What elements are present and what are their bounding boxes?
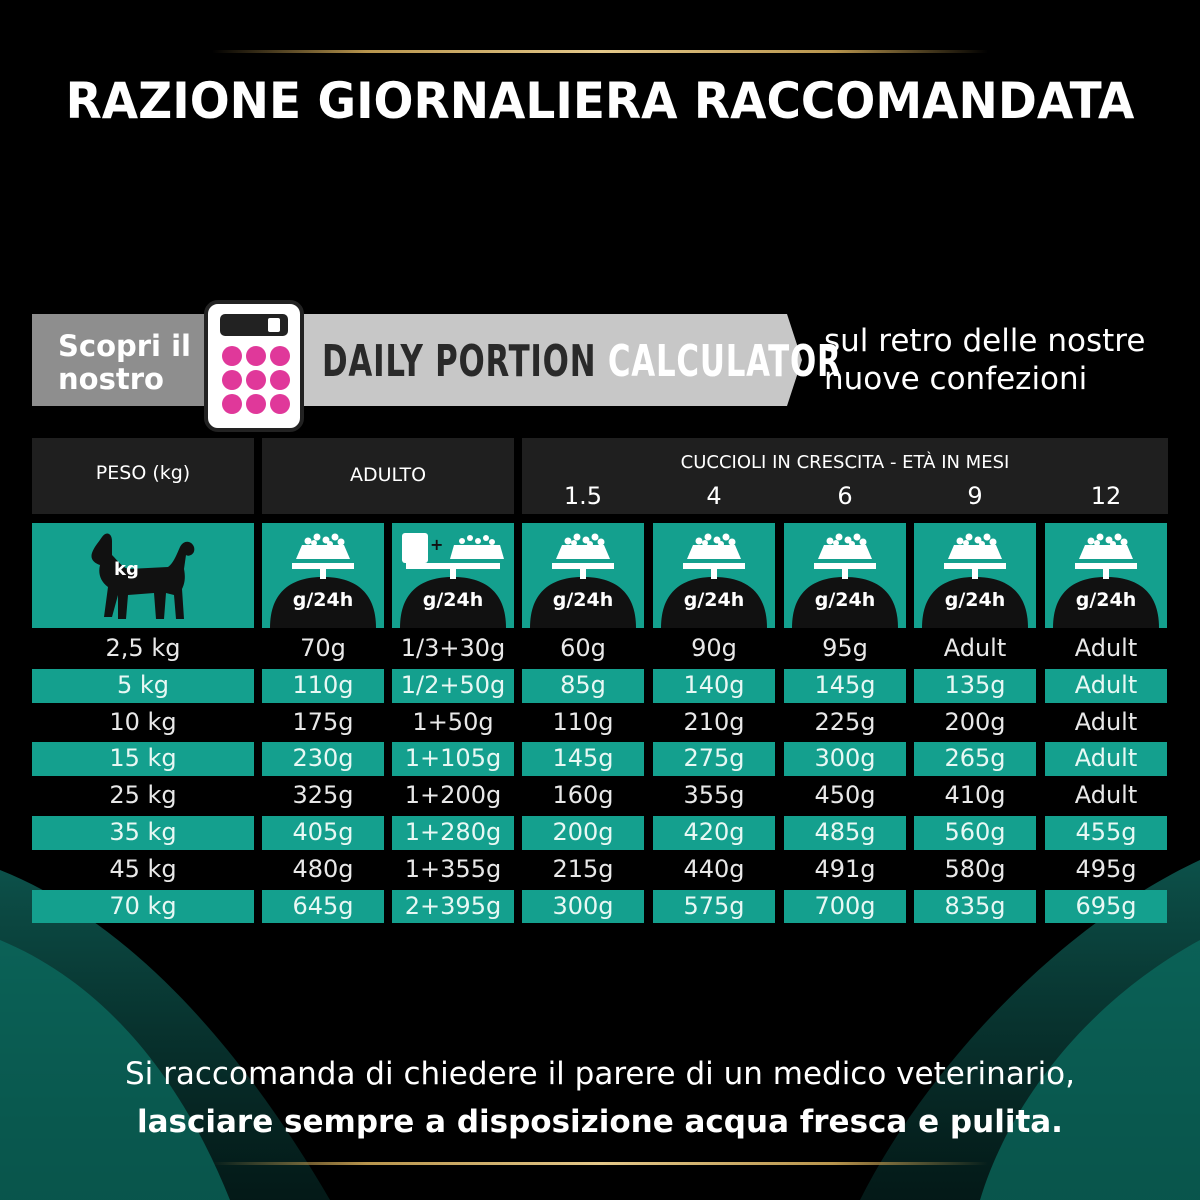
cell-puppy-6: 300g	[814, 744, 876, 773]
cell-puppy-12: 495g	[1075, 854, 1137, 883]
month-4: 4	[706, 482, 722, 510]
scale-icon-box-puppy-6	[784, 523, 906, 628]
cell-puppy-12: Adult	[1074, 670, 1138, 699]
plus-sign: +	[430, 535, 444, 554]
scale-icon-box-puppy-12	[1045, 523, 1167, 628]
scale-icon	[262, 523, 384, 628]
cell-puppy-4: 275g	[683, 744, 745, 773]
cell-puppy-4: 355g	[683, 781, 745, 810]
cell-puppy-6: 145g	[814, 670, 876, 699]
calculator-icon	[202, 298, 306, 434]
grams-per-day-label: g/24h	[814, 589, 876, 611]
dog-icon-box	[32, 523, 254, 628]
dog-icon-kg-label: kg	[114, 559, 139, 580]
header-adult: ADULTO	[349, 464, 427, 486]
scale-icon-box-puppy-1-5	[522, 523, 644, 628]
cell-adult-mixed: 1+105g	[404, 744, 502, 773]
cell-puppy-9: 265g	[944, 744, 1006, 773]
cell-weight: 2,5 kg	[105, 634, 181, 662]
cell-puppy-6: 491g	[814, 854, 876, 883]
cell-adult-dry: 230g	[292, 744, 354, 773]
grams-per-day-label: g/24h	[292, 589, 354, 611]
scale-icon-box-adult-mixed	[392, 523, 514, 628]
dog-icon	[88, 529, 198, 623]
cell-puppy-12: Adult	[1074, 634, 1138, 662]
grams-per-day-label: g/24h	[683, 589, 745, 611]
grams-per-day-label: g/24h	[1075, 589, 1137, 611]
header-weight: PESO (kg)	[95, 462, 191, 484]
scale-icon-box-puppy-9	[914, 523, 1036, 628]
cell-adult-mixed: 1/2+50g	[400, 670, 506, 699]
cell-puppy-9: 410g	[944, 781, 1006, 810]
daily-portion-calculator-label: DAILY PORTION CALCULATOR	[322, 336, 842, 387]
scale-icon	[784, 523, 906, 628]
cell-puppy-4: 210g	[683, 707, 745, 736]
banner-right-text: sul retro delle nostre nuove confezioni	[824, 323, 1146, 397]
cell-adult-mixed: 1+280g	[404, 818, 502, 846]
cell-puppy-12: Adult	[1074, 744, 1138, 773]
cell-puppy-1-5: 110g	[552, 707, 614, 736]
scale-icon-box-adult-dry	[262, 523, 384, 628]
grams-per-day-label: g/24h	[944, 589, 1006, 611]
cell-adult-dry: 110g	[292, 670, 354, 699]
cell-adult-dry: 405g	[292, 818, 354, 846]
cell-weight: 5 kg	[116, 670, 170, 699]
cell-adult-dry: 480g	[292, 854, 354, 883]
cell-puppy-4: 420g	[683, 818, 745, 846]
scale-icon	[1045, 523, 1167, 628]
cell-puppy-1-5: 215g	[552, 854, 614, 883]
cell-adult-dry: 70g	[300, 634, 346, 662]
cell-puppy-6: 225g	[814, 707, 876, 736]
cell-puppy-4: 140g	[683, 670, 745, 699]
cell-puppy-12: Adult	[1074, 781, 1138, 810]
cell-puppy-9: 560g	[944, 818, 1006, 846]
cell-puppy-4: 575g	[683, 891, 745, 920]
month-9: 9	[967, 482, 983, 510]
scale-icon	[522, 523, 644, 628]
scale-icon	[653, 523, 775, 628]
cell-adult-dry: 325g	[292, 781, 354, 810]
cell-weight: 25 kg	[109, 781, 177, 810]
grams-per-day-label: g/24h	[552, 589, 614, 611]
cell-adult-dry: 645g	[292, 891, 354, 920]
month-12: 12	[1090, 482, 1122, 510]
cell-puppy-9: 135g	[944, 670, 1006, 699]
cell-puppy-9: 200g	[944, 707, 1006, 736]
cell-weight: 35 kg	[109, 818, 177, 846]
cell-puppy-12: 695g	[1075, 891, 1137, 920]
cell-puppy-9: Adult	[943, 634, 1007, 662]
top-gold-divider	[212, 50, 988, 53]
cell-puppy-4: 90g	[691, 634, 737, 662]
cell-puppy-1-5: 300g	[552, 891, 614, 920]
cell-puppy-1-5: 145g	[552, 744, 614, 773]
cell-puppy-6: 450g	[814, 781, 876, 810]
cell-weight: 15 kg	[109, 744, 177, 773]
cell-adult-mixed: 1+50g	[412, 707, 494, 736]
cell-puppy-1-5: 160g	[552, 781, 614, 810]
bottom-gold-divider	[212, 1162, 988, 1165]
header-puppies: CUCCIOLI IN CRESCITA - ETÀ IN MESI	[680, 452, 1010, 473]
cell-adult-mixed: 1/3+30g	[400, 634, 506, 662]
cell-puppy-12: Adult	[1074, 707, 1138, 736]
scale-icon-box-puppy-4	[653, 523, 775, 628]
cell-adult-mixed: 1+355g	[404, 854, 502, 883]
banner-discover-text: Scopri il nostro	[58, 329, 191, 396]
cell-puppy-1-5: 200g	[552, 818, 614, 846]
month-6: 6	[837, 482, 853, 510]
cell-puppy-1-5: 85g	[560, 670, 606, 699]
cell-weight: 10 kg	[109, 707, 177, 736]
cell-adult-dry: 175g	[292, 707, 354, 736]
footer-note: Si raccomanda di chiedere il parere di un medico veterinario, lasciare sempre a disposizione acqua fresca e pulita.	[125, 1056, 1075, 1140]
cell-weight: 70 kg	[109, 891, 177, 920]
cell-weight: 45 kg	[109, 854, 177, 883]
cell-adult-mixed: 2+395g	[404, 891, 502, 920]
wet-dry-scale-icon	[392, 523, 514, 628]
cell-puppy-6: 700g	[814, 891, 876, 920]
cell-puppy-1-5: 60g	[560, 634, 606, 662]
cell-puppy-9: 835g	[944, 891, 1006, 920]
cell-puppy-4: 440g	[683, 854, 745, 883]
cell-puppy-6: 485g	[814, 818, 876, 846]
cell-puppy-12: 455g	[1075, 818, 1137, 846]
page-title: RAZIONE GIORNALIERA RACCOMANDATA	[65, 72, 1135, 130]
month-1-5: 1.5	[563, 482, 603, 510]
cell-adult-mixed: 1+200g	[404, 781, 502, 810]
cell-puppy-9: 580g	[944, 854, 1006, 883]
cell-puppy-6: 95g	[822, 634, 868, 662]
grams-per-day-label: g/24h	[422, 589, 484, 611]
scale-icon	[914, 523, 1036, 628]
